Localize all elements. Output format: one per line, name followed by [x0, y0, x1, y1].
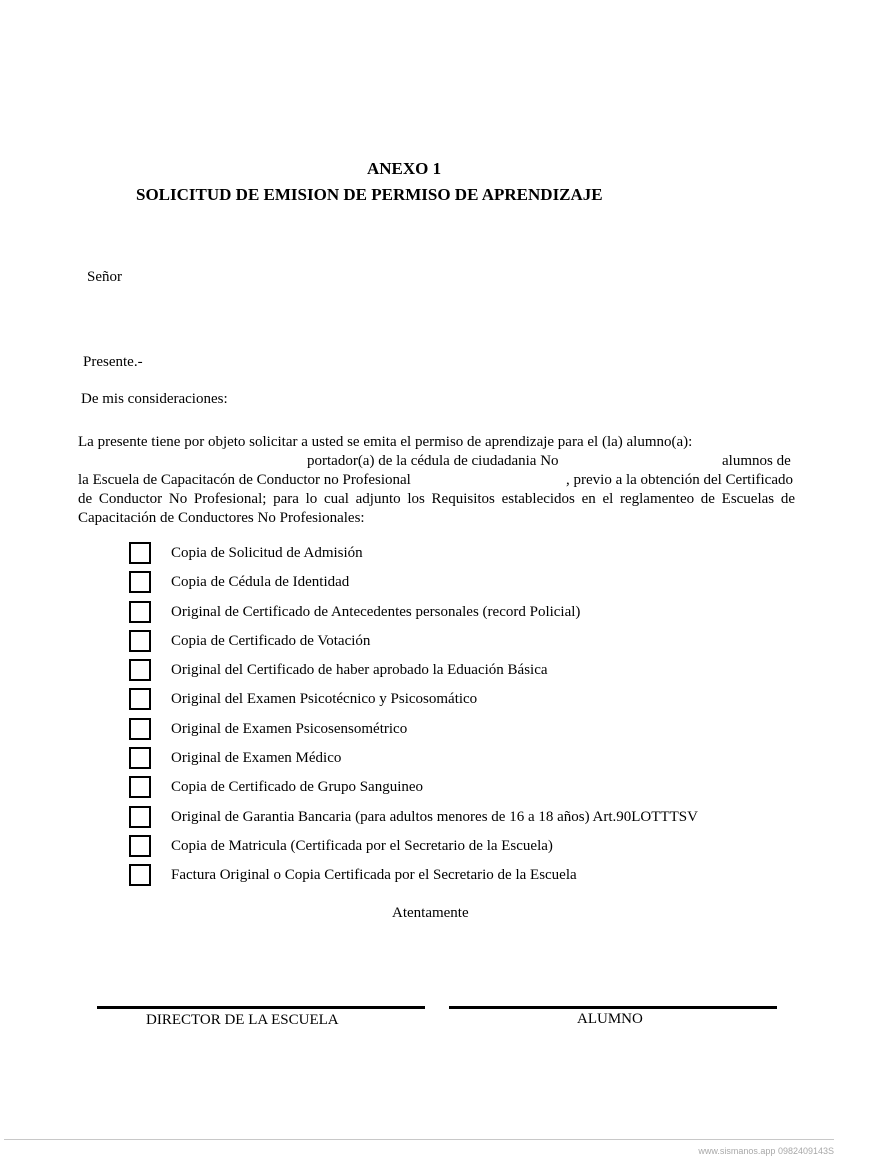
requirement-label: Original de Certificado de Antecedentes personales (record Policial) — [171, 603, 581, 620]
annex-number: ANEXO 1 — [367, 159, 442, 178]
closing-text: Atentamente — [392, 905, 469, 921]
watermark: www.sismanos.app 0982409143S — [698, 1146, 834, 1156]
salutation: Señor — [87, 269, 122, 285]
requirement-checkbox[interactable] — [129, 835, 151, 857]
requirement-checkbox[interactable] — [129, 747, 151, 769]
requirement-label: Original de Garantia Bancaria (para adultos menores de 16 a 18 años) Art.90LOTTTSV — [171, 808, 698, 825]
requirement-label: Copia de Certificado de Votación — [171, 632, 371, 649]
body-line-5: Capacitación de Conductores No Profesionales: — [78, 510, 365, 526]
requirement-item — [129, 834, 829, 863]
requirement-label: Factura Original o Copia Certificada por el Secretario de la Escuela — [171, 867, 577, 884]
requirement-item — [129, 629, 829, 658]
requirement-item — [129, 600, 829, 629]
requirement-label: Original del Certificado de haber aprobado la Eduación Básica — [171, 662, 548, 679]
requirement-label: Copia de Matricula (Certificada por el Secretario de la Escuela) — [171, 837, 553, 854]
requirement-item — [129, 775, 829, 804]
body-line-4: de Conductor No Profesional; para lo cual adjunto los Requisitos establecidos en el reglamenteo de Escuelas de — [78, 491, 795, 507]
requirement-item — [129, 863, 829, 892]
requirement-label: Copia de Solicitud de Admisión — [171, 545, 363, 561]
requirements-list — [129, 541, 829, 893]
requirement-label: Original del Examen Psicotécnico y Psicosomático — [171, 691, 478, 708]
requirement-item — [129, 687, 829, 716]
requirement-checkbox[interactable] — [129, 776, 151, 798]
body-line-2-end: alumnos de — [722, 453, 791, 469]
requirement-checkbox[interactable] — [129, 864, 151, 886]
body-line-2-start: portador(a) de la cédula de ciudadania No — [307, 453, 559, 469]
student-signature-label: ALUMNO — [577, 1011, 643, 1027]
body-line-1: La presente tiene por objeto solicitar a usted se emita el permiso de aprendizaje para el (la) alumno(a): — [78, 434, 693, 450]
body-line-3-start: la Escuela de Capacitacón de Conductor no Profesional — [78, 472, 411, 488]
footer-divider — [4, 1139, 834, 1140]
requirement-item — [129, 570, 829, 599]
requirement-item — [129, 541, 829, 570]
requirement-checkbox[interactable] — [129, 571, 151, 593]
student-signature-line — [449, 1006, 777, 1009]
requirement-checkbox[interactable] — [129, 542, 151, 564]
body-line-3-end: , previo a la obtención del Certificado — [566, 472, 793, 488]
requirement-label: Copia de Cédula de Identidad — [171, 574, 350, 591]
requirement-checkbox[interactable] — [129, 601, 151, 623]
requirement-checkbox[interactable] — [129, 806, 151, 828]
requirement-checkbox[interactable] — [129, 630, 151, 652]
requirement-item — [129, 658, 829, 687]
requirement-label: Copia de Certificado de Grupo Sanguineo — [171, 779, 424, 796]
requirement-label: Original de Examen Psicosensométrico — [171, 720, 408, 737]
presente-text: Presente.- — [83, 354, 143, 370]
requirement-item — [129, 805, 829, 834]
considerations-text: De mis consideraciones: — [81, 391, 228, 407]
requirement-item — [129, 746, 829, 775]
director-signature-label: DIRECTOR DE LA ESCUELA — [146, 1012, 339, 1028]
requirement-label: Original de Examen Médico — [171, 750, 342, 767]
requirement-checkbox[interactable] — [129, 659, 151, 681]
requirement-checkbox[interactable] — [129, 688, 151, 710]
document-title: SOLICITUD DE EMISION DE PERMISO DE APRENDIZAJE — [136, 185, 603, 204]
requirement-item — [129, 717, 829, 746]
requirement-checkbox[interactable] — [129, 718, 151, 740]
director-signature-line — [97, 1006, 425, 1009]
